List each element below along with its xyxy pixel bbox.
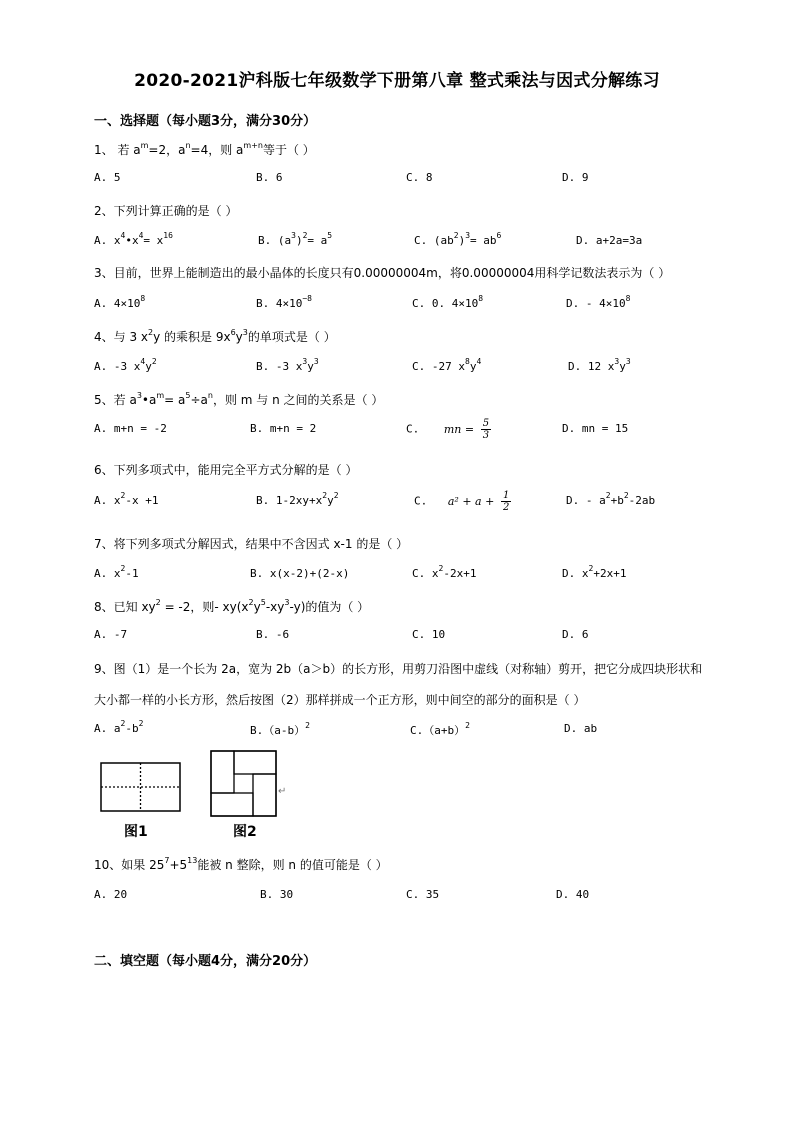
option-b: B. x(x-2)+(2-x) xyxy=(250,567,350,580)
figure-2-square xyxy=(210,750,278,818)
option-a: A. $x^2-1$ xyxy=(94,564,139,580)
option-b: B. m+n = 2 xyxy=(250,422,317,435)
option-c: $C.(a+b)^2$ xyxy=(410,721,470,737)
question-7-options xyxy=(94,564,734,587)
question-7: 7、将下列多项式分解因式，结果中不含因式 x-1 的是（ ） xyxy=(94,537,409,551)
section-heading-choice: 一、选择题（每小题3分，满分30分） xyxy=(94,114,317,129)
option-a: A. $x^2-x +1$ xyxy=(94,491,159,507)
option-d: D. 6 xyxy=(562,628,589,641)
question-6: 6、下列多项式中，能用完全平方式分解的是（ ） xyxy=(94,463,358,477)
option-a: A. 20 xyxy=(94,888,128,901)
option-d: D. 40 xyxy=(556,888,590,901)
question-3-options xyxy=(94,294,734,317)
option-c: C. 0. $4\times 10^8$ xyxy=(412,294,484,310)
option-d: D. - $4\times 10^8$ xyxy=(566,294,631,310)
option-b: B. $4\times 10^{-8}$ xyxy=(256,294,312,310)
figure-2-outline xyxy=(211,751,276,816)
paragraph-mark: ↵ xyxy=(278,786,287,797)
question-2: 2、下列计算正确的是（ ） xyxy=(94,204,238,218)
option-a: A. -3 $x^4y^2$ xyxy=(94,357,157,373)
figure-2-piece-left xyxy=(211,751,234,793)
option-d: D. $x^2+2x+1$ xyxy=(562,564,627,580)
question-5-options xyxy=(94,418,734,442)
figure-1-label: 图1 xyxy=(124,824,148,840)
option-c: C. 10 xyxy=(412,628,446,641)
option-d: D. a+2a=3a xyxy=(576,234,643,247)
option-a: A. $4\times 10^8$ xyxy=(94,294,146,310)
option-a: A. $x^4•x^4= x^{16}$ xyxy=(94,231,173,247)
question-9-line-1: 9、图（1）是一个长为 2a，宽为 2b（a＞b）的长方形，用剪刀沿图中虚线（对称轴）剪开，把它分成四块形状和 xyxy=(94,662,703,676)
question-2-options xyxy=(94,231,734,254)
option-c: C. $(ab^2)^3= ab^6$ xyxy=(414,231,502,247)
question-9-options xyxy=(94,719,734,742)
option-b: B. -6 xyxy=(256,628,290,641)
question-4-options xyxy=(94,357,734,380)
figure-2-piece-top xyxy=(234,751,276,774)
option-b: $B.(a-b)^2$ xyxy=(250,721,310,737)
question-4: 4、与 3 $x^2y$ 的乘积是 $9x^6y^3$的单项式是（ ） xyxy=(94,328,336,344)
question-5: 5、若 $a^3•a^m= a^5\div a^n$，则 m 与 n 之间的关系是（ ） xyxy=(94,391,384,407)
option-b: B. 6 xyxy=(256,171,283,184)
option-d: D. 12 $x^3y^3$ xyxy=(568,357,631,373)
option-c: C. $x^2-2x+1$ xyxy=(412,564,477,580)
option-b: B. 30 xyxy=(260,888,294,901)
fraction: $\frac{5}{3}$ xyxy=(482,418,490,441)
question-1: 1、 若 $a^m=2$，$a^n=4$，则 $a^{m+n}$等于（ ） xyxy=(94,141,315,157)
option-d: D. 9 xyxy=(562,171,589,184)
option-a: A. 5 xyxy=(94,171,121,184)
question-8-options xyxy=(94,628,734,648)
figure-2-label: 图2 xyxy=(233,824,257,840)
option-d: D. ab xyxy=(564,722,598,735)
question-8: 8、已知 $xy^2 = -2$，则- $xy(x^2y^5-xy^3-y)$的值为（ ） xyxy=(94,598,370,614)
figure-2-piece-bottom xyxy=(211,793,253,816)
option-a: A. -7 xyxy=(94,628,128,641)
option-d: D. mn = 15 xyxy=(562,422,629,435)
question-10: 10、如果 $25^7+5^{13}$能被 n 整除，则 n 的值可能是（ ） xyxy=(94,856,388,872)
option-d: D. - $a^2+b^2-2ab$ xyxy=(566,491,656,507)
option-c: C. a² + a + $\frac{1}{2}$ xyxy=(414,490,510,513)
question-3: 3、目前，世界上能制造出的最小晶体的长度只有0.00000004m，将0.00000004用科学记数法表示为（ ） xyxy=(94,266,671,280)
option-c: C. 35 xyxy=(406,888,440,901)
fraction: $\frac{1}{2}$ xyxy=(502,490,510,513)
option-c: C. 8 xyxy=(406,171,433,184)
option-b: B. -3 $x^3y^3$ xyxy=(256,357,319,373)
option-a: A. m+n = -2 xyxy=(94,422,167,435)
section-heading-fill-in: 二、填空题（每小题4分，满分20分） xyxy=(94,954,317,969)
page-title: 2020-2021沪科版七年级数学下册第八章 整式乘法与因式分解练习 xyxy=(134,71,660,91)
option-a: A. $a^2-b^2$ xyxy=(94,719,144,735)
option-c: C. mn = $\frac{5}{3}$ xyxy=(406,418,490,441)
question-10-options xyxy=(94,888,734,908)
question-1-options xyxy=(94,171,734,191)
option-b: B. $1-2xy+x^2y^2$ xyxy=(256,491,339,507)
question-6-options xyxy=(94,490,734,514)
option-b: B. $(a^3)^2= a^5$ xyxy=(258,231,333,247)
figure-1-rectangle xyxy=(100,762,182,814)
question-9-line-2: 大小都一样的小长方形，然后按图（2）那样拼成一个正方形，则中间空的部分的面积是（ ） xyxy=(94,693,586,707)
option-c: C. -27 $x^8y^4$ xyxy=(412,357,482,373)
figure-2-piece-right xyxy=(253,774,276,816)
